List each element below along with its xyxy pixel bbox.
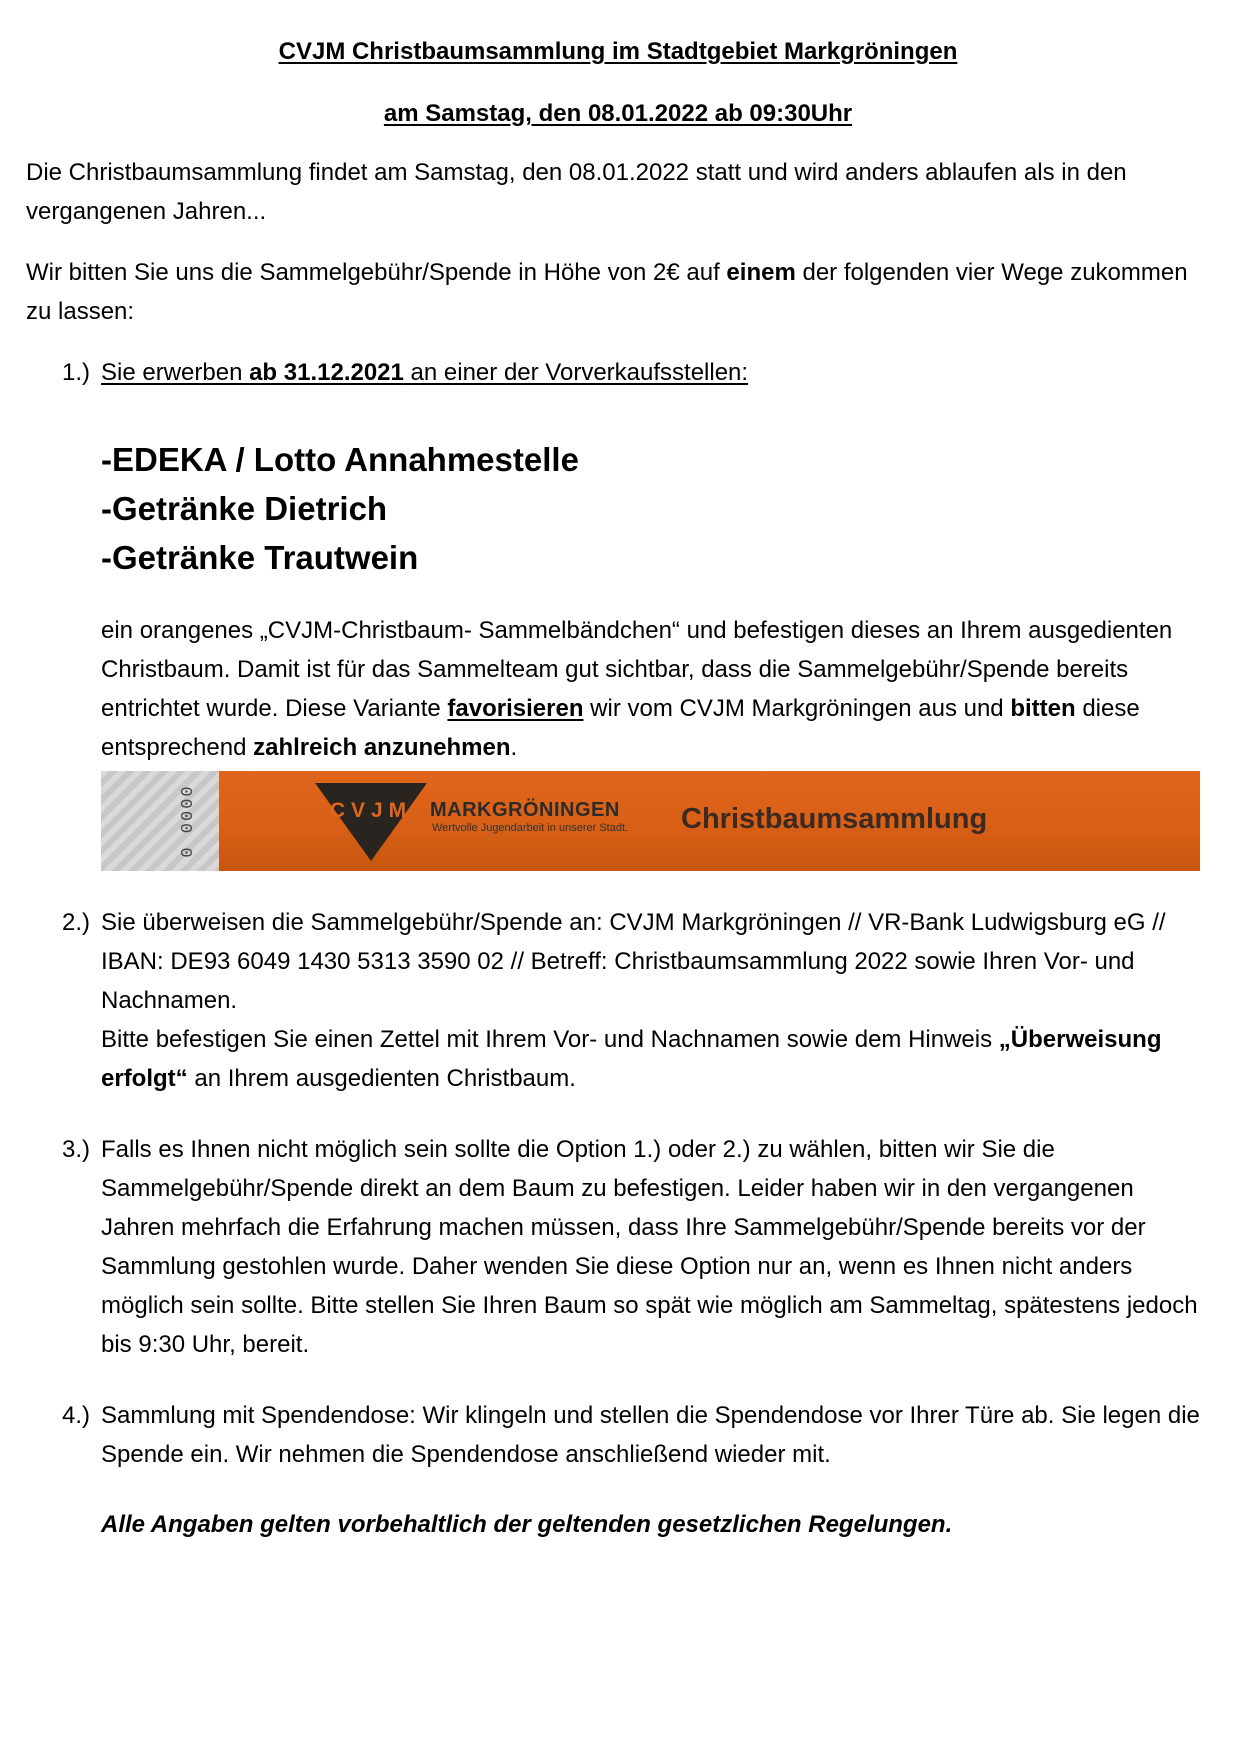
option-3 [26, 1130, 1210, 1364]
option-2-transfer-text: Sie überweisen die Sammelgebühr/Spende an: CVJM Markgröningen // VR-Bank Ludwigsburg eG // IBAN: DE93 6049 1430 5313 3590 02 // Betreff: Christbaumsammlung 2022 sowie Ihren Vor- und Nachnamen. [101, 909, 1166, 1014]
page-title: CVJM Christbaumsammlung im Stadtgebiet Markgröningen [278, 38, 958, 65]
option-2-note [101, 1020, 1210, 1098]
instructions-text-end: der folgenden vier Wege zukommen zu lassen: [26, 259, 1188, 325]
numerous-emphasis: zahlreich anzunehmen [253, 734, 511, 761]
request-emphasis: bitten [1010, 695, 1076, 722]
option-1-text-end: . [510, 734, 518, 761]
wristband-serial: 0 0000 [179, 784, 198, 858]
option-1-number: 1.) [62, 359, 91, 386]
instructions-paragraph [26, 253, 1210, 331]
option-1-lead [101, 359, 748, 386]
intro-paragraph: Die Christbaumsammlung findet am Samstag, den 08.01.2022 statt und wird anders ablaufen als in den vergangenen Jahren... [26, 159, 1127, 225]
option-1-text-3: diese entsprechend [101, 695, 1140, 761]
option-4-text: Sammlung mit Spendendose: Wir klingeln und stellen die Spendendose vor Ihrer Türe ab. Sie legen die Spende ein. Wir nehmen die Spendendose anschließend wieder mit. [101, 1402, 1200, 1468]
option-2-number: 2.) [62, 909, 91, 936]
sales-point-item: -EDEKA / Lotto Annahmestelle [101, 441, 579, 478]
legal-note: Alle Angaben gelten vorbehaltlich der geltenden gesetzlichen Regelungen. [101, 1511, 953, 1538]
page-subtitle: am Samstag, den 08.01.2022 ab 09:30Uhr [383, 100, 853, 127]
instructions-emphasis: einem [726, 259, 796, 286]
option-1-text: ein orangenes „CVJM-Christbaum- Sammelbändchen“ und befestigen dieses an Ihrem ausgedienten Christbaum. Damit ist für das Sammelteam gut sichtbar, dass die Sammelgebühr/Spende bereits entrichtet wurde. Diese Variante [101, 617, 1173, 722]
option-2 [26, 903, 1210, 1098]
wristband-image [101, 771, 1200, 871]
sales-point-item: -Getränke Trautwein [101, 539, 419, 576]
favorite-emphasis: favorisieren [447, 695, 584, 722]
wristband-town: MARKGRÖNINGEN [430, 799, 620, 821]
option-2-note-end: an Ihrem ausgedienten Christbaum. [187, 1065, 576, 1092]
option-4 [26, 1396, 1210, 1474]
sales-point-item: -Getränke Dietrich [101, 490, 388, 527]
option-1-lead-text: Sie erwerben [101, 359, 250, 386]
option-1-date: ab 31.12.2021 [249, 359, 404, 386]
option-1-text-2: wir vom CVJM Markgröningen aus und [583, 695, 1011, 722]
wristband-claim: Wertvolle Jugendarbeit in unserer Stadt. [432, 822, 629, 834]
sales-points-list [26, 435, 1210, 582]
option-4-number: 4.) [62, 1402, 91, 1429]
transfer-done-hint: „Überweisung erfolgt“ [101, 1026, 1162, 1092]
instructions-text: Wir bitten Sie uns die Sammelgebühr/Spende in Höhe von 2€ auf [26, 259, 727, 286]
wristband-tab [101, 771, 219, 871]
option-3-number: 3.) [62, 1136, 91, 1163]
option-3-text: Falls es Ihnen nicht möglich sein sollte die Option 1.) oder 2.) zu wählen, bitten wir Sie die Sammelgebühr/Spende direkt an dem Baum zu befestigen. Leider haben wir in den vergangenen Jahren mehrfach die Erfahrung machen müssen, dass Ihre Sammelgebühr/Spende bereits vor der Sammlung gestohlen wurde. Daher wenden Sie diese Option nur an, wenn es Ihnen nicht anders möglich sein sollte. Bitte stellen Sie Ihren Baum so spät wie möglich am Sammeltag, spätestens jedoch bis 9:30 Uhr, bereit. [101, 1136, 1198, 1358]
option-1-lead-end: an einer der Vorverkaufsstellen: [403, 359, 749, 386]
wristband-logo-text: CVJM [329, 799, 413, 822]
wristband-label: Christbaumsammlung [681, 803, 988, 835]
option-2-note-text: Bitte befestigen Sie einen Zettel mit Ihrem Vor- und Nachnamen sowie dem Hinweis [101, 1026, 999, 1053]
option-1 [26, 353, 1210, 392]
option-1-description [26, 611, 1210, 767]
